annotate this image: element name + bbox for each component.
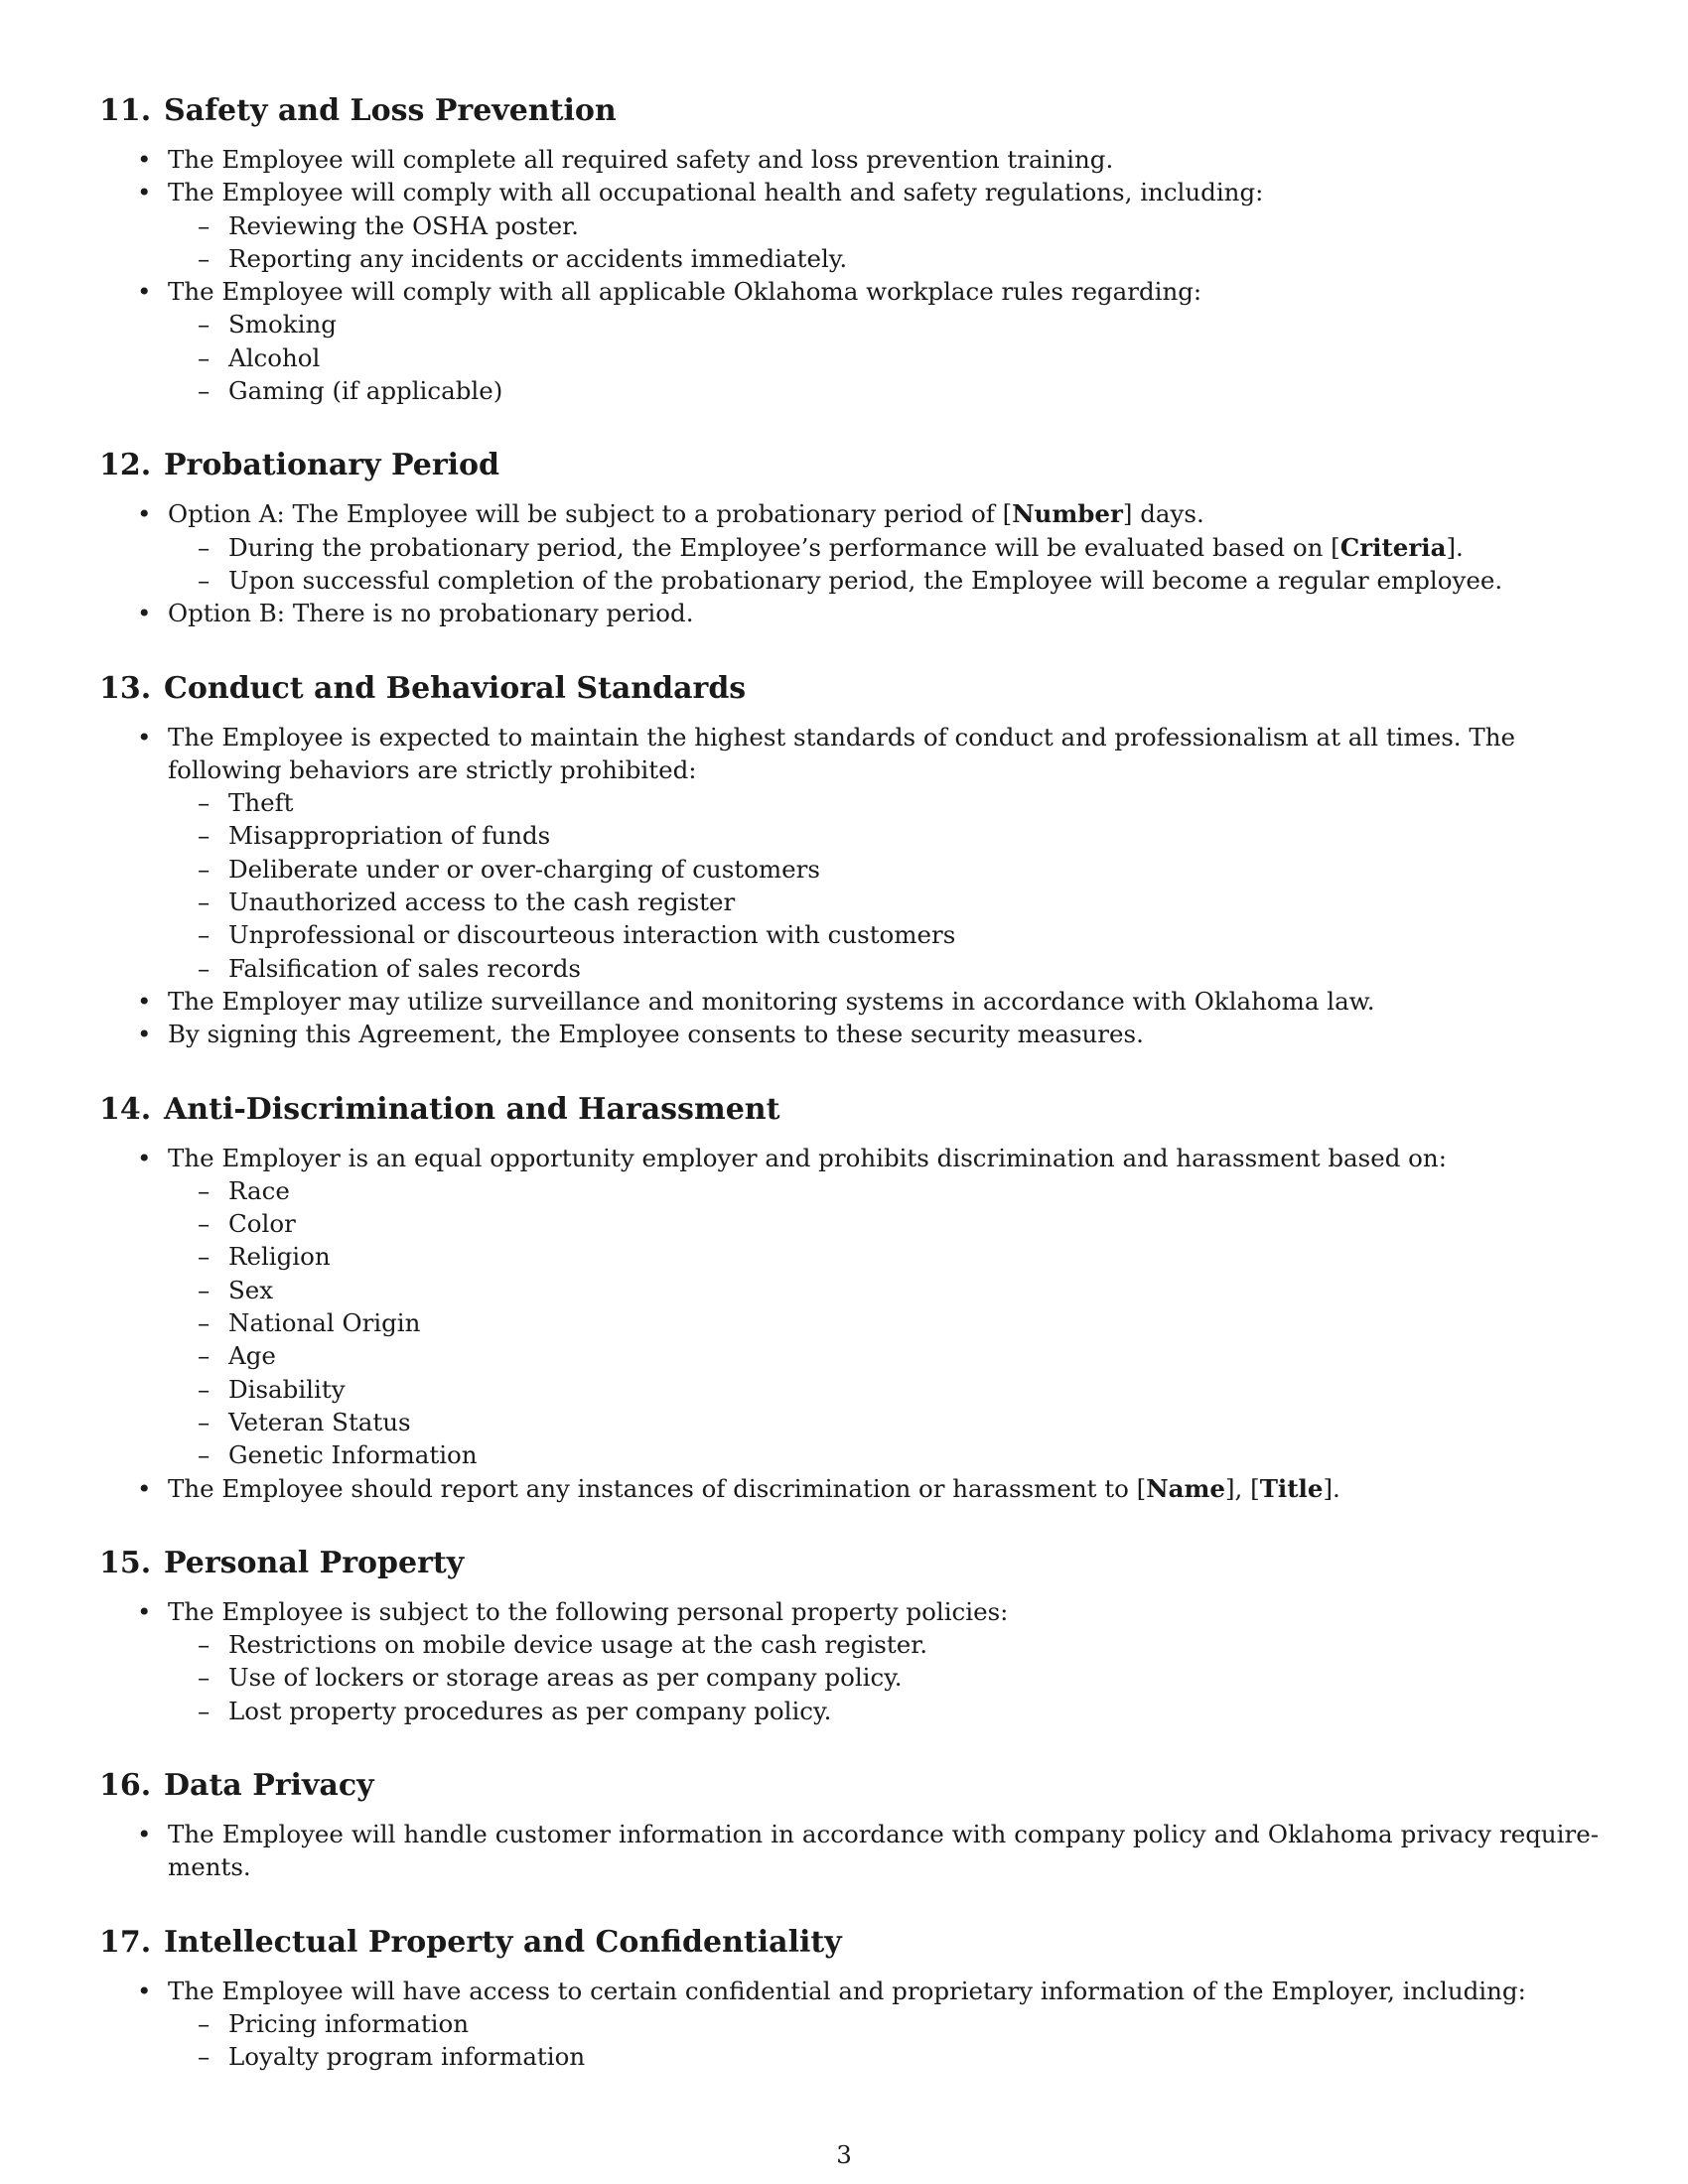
section-heading [99,669,1599,709]
placeholder-name: Name [1146,1473,1225,1503]
sub-list-item: – Race [168,1174,1599,1207]
sub-list-item: – Deliberate under or over-charging of customers [168,853,1599,886]
list-item [99,721,1599,985]
section-title: Personal Property [164,1545,465,1580]
section-number: 12. [99,448,152,483]
text-segment: During the probationary period, the Employee’s performance will be evaluated based on [ [228,532,1340,562]
sub-list [168,531,1599,598]
sub-list [168,1174,1599,1472]
sub-list-item: – Upon successful completion of the probationary period, the Employee will become a regular employee. [168,564,1599,597]
section-heading [99,446,1599,485]
section-title: Probationary Period [164,448,500,483]
text-segment: ]. [1323,1473,1340,1503]
option-a-text [168,499,1204,528]
list-item [99,1142,1599,1472]
sub-list-item: – Religion [168,1240,1599,1273]
section-number: 17. [99,1924,152,1960]
placeholder-criteria: Criteria [1339,532,1447,562]
sub-list-item: – Restrictions on mobile device usage at the cash register. [168,1628,1599,1661]
bullet-list [99,497,1599,629]
section-number: 13. [99,670,152,706]
bullet-list [99,143,1599,407]
list-item [99,1472,1599,1505]
list-item-text: The Employee will comply with all occupational health and safety regulations, including: [168,178,1264,207]
sub-list-item: – Reporting any incidents or accidents immediately. [168,242,1599,275]
sub-list-item: – Smoking [168,308,1599,341]
sub-list [168,308,1599,407]
sub-list-item: – Color [168,1207,1599,1240]
bullet-list [99,1975,1599,2074]
sub-list-item: – Sex [168,1274,1599,1306]
section-heading [99,91,1599,131]
sub-list-item: – Alcohol [168,341,1599,374]
bullet-list [99,1818,1599,1884]
list-item: • The Employee will handle customer information in accordance with company policy and Oklahoma privacy require-ments. [99,1818,1599,1884]
bullet-list [99,1142,1599,1505]
text-segment: Option A: The Employee will be subject to a probationary period of [ [168,499,1013,529]
sub-list-item: – Genetic Information [168,1438,1599,1471]
sub-list-item: – Lost property procedures as per company policy. [168,1695,1599,1727]
section-anti-discrimination [99,1090,1599,1505]
section-data-privacy [99,1766,1599,1884]
section-probationary-period [99,446,1599,629]
text-segment: The Employee should report any instances of discrimination or harassment to [ [168,1473,1147,1503]
section-conduct-standards [99,669,1599,1051]
sub-list [168,786,1599,985]
sub-list-item: – National Origin [168,1306,1599,1339]
text-segment: ] days. [1122,499,1204,529]
list-item [99,1595,1599,1727]
sub-list-item: – Unprofessional or discourteous interaction with customers [168,918,1599,951]
list-item [99,497,1599,597]
list-item-text: The Employee is expected to maintain the highest standards of conduct and professionalism at all times. The following behaviors are strictly prohibited: [168,722,1515,784]
list-item: • Option B: There is no probationary period. [99,597,1599,629]
list-item [99,1975,1599,2074]
list-item: • The Employer may utilize surveillance and monitoring systems in accordance with Oklahoma law. [99,985,1599,1018]
sub-list [168,209,1599,276]
section-number: 15. [99,1545,152,1580]
sub-list-item: – Age [168,1339,1599,1372]
list-item [99,275,1599,407]
section-heading [99,1090,1599,1130]
section-personal-property [99,1544,1599,1727]
sub-list-item: – Pricing information [168,2007,1599,2040]
list-item-text: The Employee will have access to certain confidential and proprietary information of the Employer, including: [168,1976,1526,2005]
sub-list-item: – Use of lockers or storage areas as per company policy. [168,1661,1599,1694]
list-item-text: The Employee will comply with all applicable Oklahoma workplace rules regarding: [168,277,1202,307]
sub-list-item: – Unauthorized access to the cash register [168,886,1599,918]
text-segment: ], [ [1225,1473,1260,1503]
placeholder-number: Number [1012,499,1123,529]
sub-list-item: – Gaming (if applicable) [168,374,1599,407]
sub-list-item [168,531,1599,564]
section-heading [99,1766,1599,1806]
section-heading [99,1923,1599,1963]
sub-list-item: – Theft [168,786,1599,819]
section-number: 14. [99,1091,152,1127]
sub-list-item: – Misappropriation of funds [168,819,1599,852]
section-number: 11. [99,93,152,128]
document-body [99,91,1599,2112]
section-safety-loss-prevention [99,91,1599,407]
section-heading [99,1544,1599,1583]
sub-list-item: – Disability [168,1373,1599,1406]
sub-list-item: – Falsification of sales records [168,952,1599,985]
list-item: • The Employee will complete all required safety and loss prevention training. [99,143,1599,176]
section-number: 16. [99,1767,152,1803]
sub-list-item: – Reviewing the OSHA poster. [168,209,1599,242]
sub-list-item: – Veteran Status [168,1406,1599,1438]
section-title: Intellectual Property and Confidentiality [164,1924,842,1960]
sub-list [168,2007,1599,2074]
placeholder-title: Title [1259,1473,1324,1503]
section-title: Safety and Loss Prevention [164,93,617,128]
section-ip-confidentiality [99,1923,1599,2074]
sub-list-item: – Loyalty program information [168,2040,1599,2073]
page-number: 3 [836,2140,852,2169]
list-item: • By signing this Agreement, the Employee consents to these security measures. [99,1018,1599,1050]
section-title: Anti-Discrimination and Harassment [164,1091,780,1127]
list-item [99,176,1599,275]
section-title: Data Privacy [164,1767,374,1803]
bullet-list [99,1595,1599,1727]
bullet-list [99,721,1599,1051]
sub-list [168,1628,1599,1727]
list-item-text: The Employee is subject to the following personal property policies: [168,1596,1009,1626]
section-title: Conduct and Behavioral Standards [164,670,747,706]
text-segment: ]. [1446,532,1464,562]
list-item-text: The Employer is an equal opportunity employer and prohibits discrimination and harassment based on: [168,1143,1447,1172]
